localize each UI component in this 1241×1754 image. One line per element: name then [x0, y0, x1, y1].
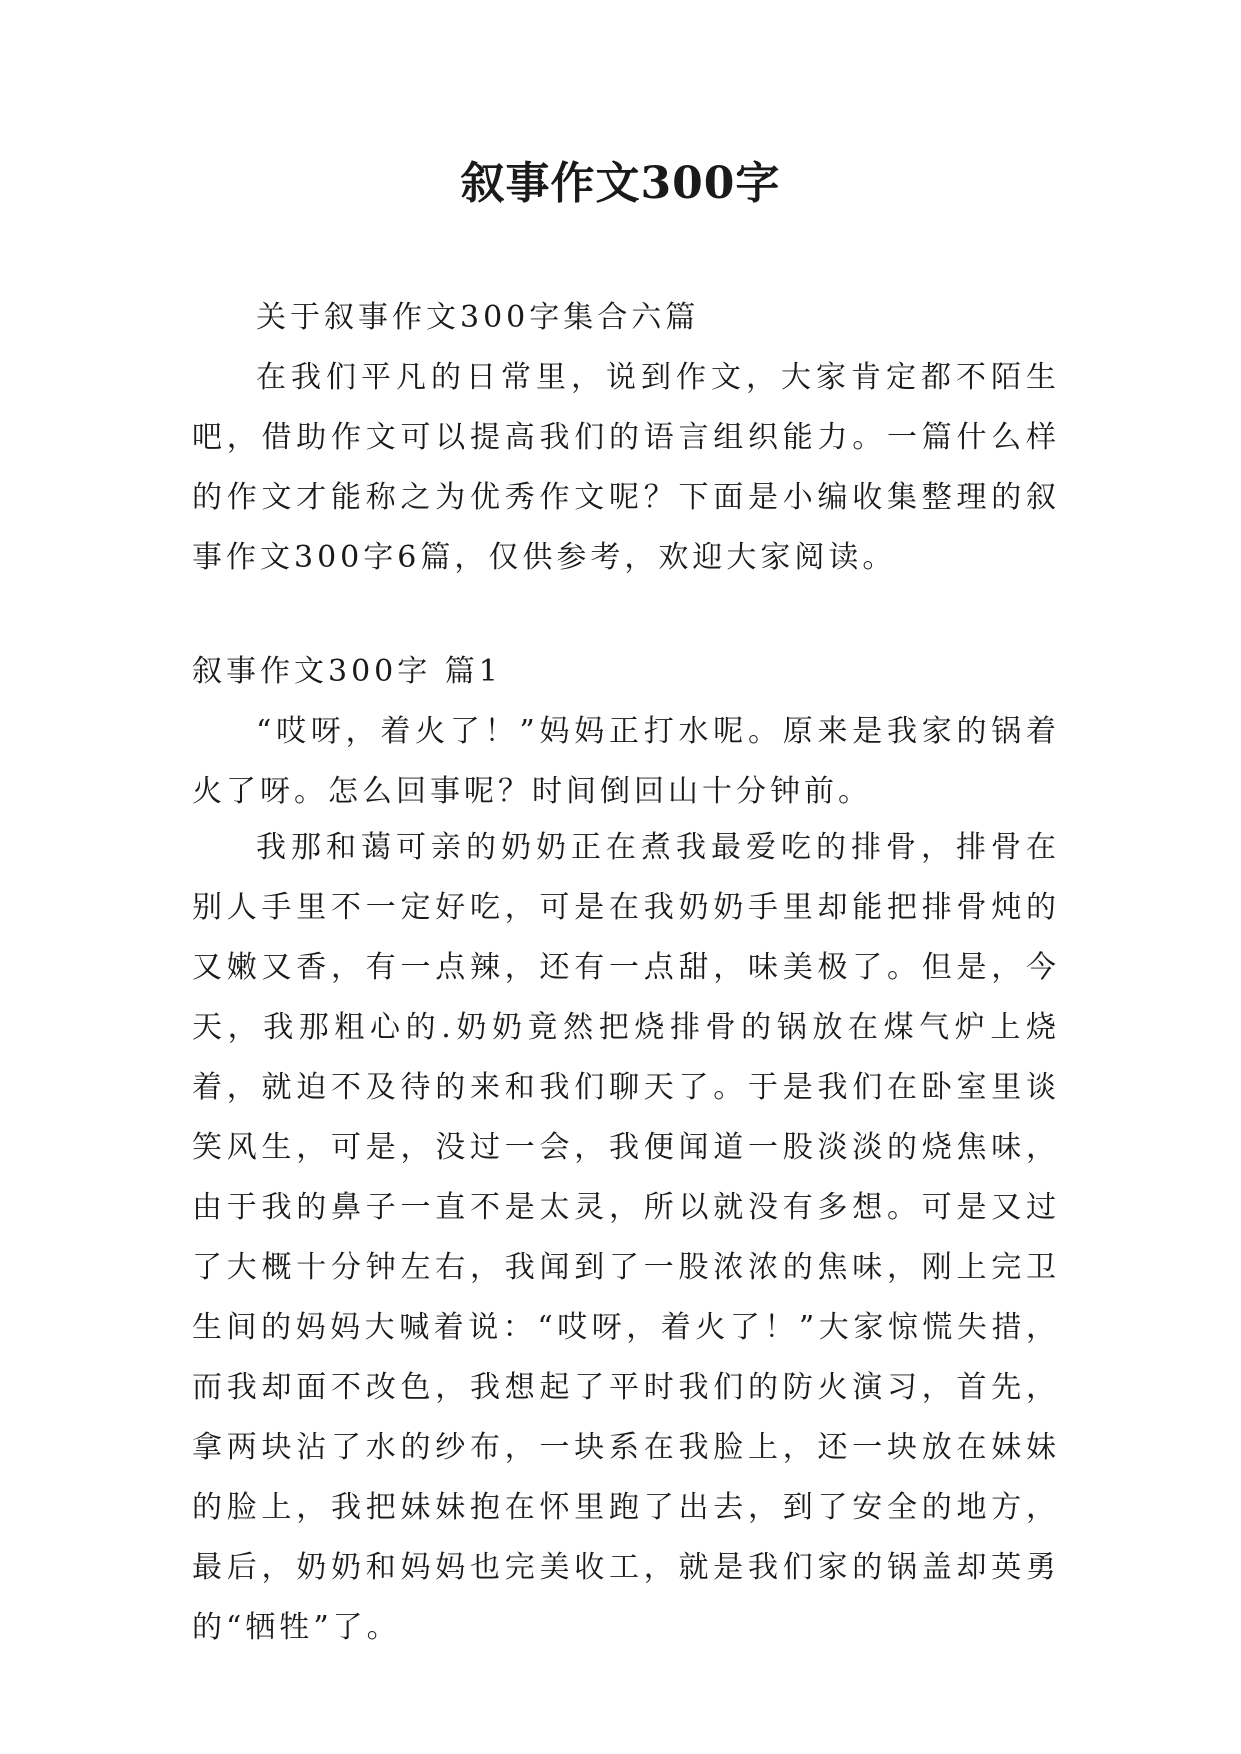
document-subtitle: 关于叙事作文300字集合六篇 — [256, 300, 700, 335]
section-heading: 叙事作文300字 篇1 — [192, 654, 502, 689]
section-paragraph: 我那和蔼可亲的奶奶正在煮我最爱吃的排骨，排骨在别人手里不一定好吃，可是在我奶奶手里却能把排骨炖的又嫩又香，有一点辣，还有一点甜，味美极了。但是，今天，我那粗心的.奶奶竟然把烧排骨的锅放在煤气炉上烧着，就迫不及待的来和我们聊天了。于是我们在卧室里谈笑风生，可是，没过一会，我便闻道一股淡淡的烧焦味，由于我的鼻子一直不是太灵，所以就没有多想。可是又过了大概十分钟左右，我闻到了一股浓浓的焦味，刚上完卫生间的妈妈大喊着说：“哎呀，着火了！”大家惊慌失措，而我却面不改色，我想起了平时我们的防火演习，首先，拿两块沾了水的纱布，一块系在我脸上，还一块放在妹妹的脸上，我把妹妹抱在怀里跑了出去，到了安全的地方，最后，奶奶和妈妈也完美收工，就是我们家的锅盖却英勇的“牺牲”了。 — [192, 830, 1060, 1645]
document-title: 叙事作文300字 — [460, 158, 781, 209]
intro-paragraph: 在我们平凡的日常里，说到作文，大家肯定都不陌生吧，借助作文可以提高我们的语言组织能力。一篇什么样的作文才能称之为优秀作文呢？下面是小编收集整理的叙事作文300字6篇，仅供参考，欢迎大家阅读。 — [192, 360, 1060, 575]
section-paragraph: “哎呀，着火了！”妈妈正打水呢。原来是我家的锅着火了呀。怎么回事呢？时间倒回山十分钟前。 — [192, 714, 1060, 809]
